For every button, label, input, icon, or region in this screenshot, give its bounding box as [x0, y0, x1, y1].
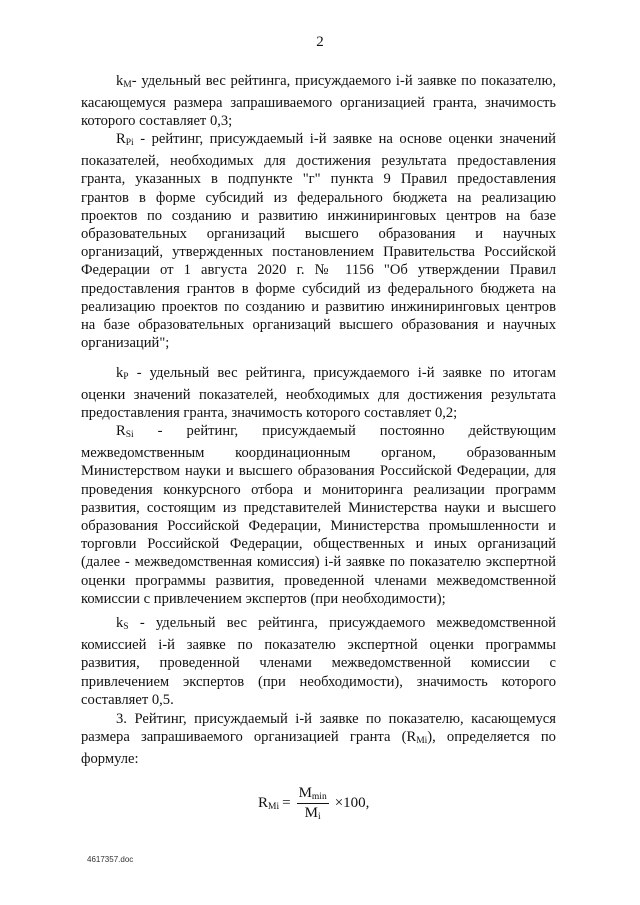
- denominator-symbol: M: [304, 804, 318, 821]
- paragraph-km: [81, 72, 556, 131]
- definition-text: - удельный вес рейтинга, присуждаемого межведомственной комиссией i-й заявке по показателю экспертной оценки программы развития, проведенной членами межведомственной комиссии с привлечением экспертов (при необходимости), значимость которого составляет 0,5.: [81, 615, 556, 708]
- numerator-subscript: min: [311, 791, 327, 802]
- formula-multiplier: ×100,: [334, 794, 370, 811]
- paragraph-rmi-definition: [81, 710, 556, 769]
- variable-subscript: Mi: [416, 736, 428, 747]
- definition-tail: ), определяется по формуле:: [81, 729, 556, 768]
- formula-lhs: [258, 795, 279, 812]
- variable-symbol: k: [116, 365, 124, 381]
- paragraph-rsi: [81, 422, 556, 608]
- variable-symbol: R: [116, 423, 126, 439]
- formula-equals: =: [282, 794, 291, 811]
- variable-subscript: Si: [125, 430, 134, 440]
- denominator-subscript: i: [317, 811, 321, 822]
- formula: [258, 778, 369, 828]
- definition-text: - удельный вес рейтинга, присуждаемого i-й заявке по показателю, касающемуся размера запрашиваемого организацией гранта, значимость которого составляет 0,3;: [81, 73, 556, 130]
- page-number: 2: [316, 34, 324, 50]
- paragraph-ks: [81, 614, 556, 709]
- numerator-symbol: M: [298, 784, 312, 801]
- definition-text: - удельный вес рейтинга, присуждаемого i-й заявке по итогам оценки значений показателей, необходимых для достижения результата предоставления гранта, значимость которого составляет 0,2;: [81, 365, 556, 422]
- formula-fraction: [297, 785, 329, 822]
- definition-text: 3. Рейтинг, присуждаемый i-й заявке по показателю, касающемуся размера запрашиваемого организацией гранта (R: [81, 711, 556, 746]
- paragraph-kp: [81, 364, 556, 423]
- variable-symbol: k: [116, 615, 124, 631]
- variable-subscript: M: [123, 80, 132, 90]
- paragraph-rpi: [81, 130, 556, 352]
- variable-symbol: R: [116, 131, 126, 147]
- formula-numerator: [297, 785, 329, 804]
- formula-lhs-subscript: Mi: [268, 801, 280, 812]
- variable-subscript: P: [123, 372, 129, 382]
- variable-subscript: S: [123, 622, 129, 632]
- formula-denominator: [305, 804, 321, 822]
- definition-text: - рейтинг, присуждаемый i-й заявке на основе оценки значений показателей, необходимых для достижения результата предоставления гранта, указанных в подпункте "г" пункта 9 Правил предоставления грантов в форме субсидий из федерального бюджета на реализацию проектов по созданию и развитию инжиниринговых центров на базе образовательных организаций высшего образования и научных организаций, утвержденных постановлением Правительства Российской Федерации от 1 августа 2020 г. № 1156 "Об утверждении Правил предоставления грантов в форме субсидий из федерального бюджета на реализацию проектов по созданию и развитию инжиниринговых центров на базе образовательных организаций высшего образования и научных организаций";: [81, 131, 556, 352]
- document-code: 4617357.doc: [87, 855, 134, 864]
- variable-subscript: Pi: [125, 138, 134, 148]
- formula-lhs-symbol: R: [258, 794, 269, 811]
- variable-symbol: k: [116, 73, 124, 89]
- definition-text: - рейтинг, присуждаемый постоянно действующим межведомственным координационным органом, образованным Министерством науки и высшего образования Российской Федерации, для проведения конкурсного отбора и мониторинга реализации программ развития, состоящим из представителей Министерства науки и высшего образования Российской Федерации, Министерства промышленности и торговли Российской Федерации, общественных и иных организаций (далее - межведомственная комиссия) i-й заявке по показателю экспертной оценки программы развития, проведенной членами межведомственной комиссии с привлечением экспертов (при необходимости);: [81, 423, 556, 607]
